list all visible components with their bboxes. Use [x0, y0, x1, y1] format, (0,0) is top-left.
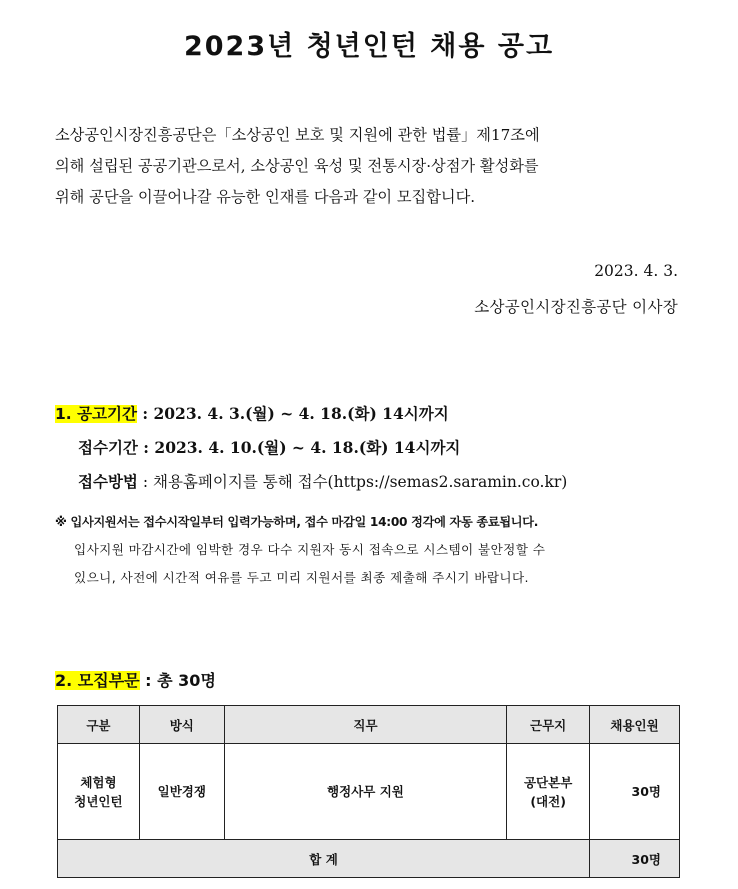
- table-header-row: [58, 706, 680, 744]
- announcement-period-value: : 2023. 4. 3.(월) ~ 4. 18.(화) 14시까지: [136, 404, 449, 423]
- category-line: 청년인턴: [74, 793, 123, 809]
- note-line: 있으니, 사전에 시간적 여유를 두고 미리 지원서를 최종 제출해 주시기 바랍니다.: [74, 570, 529, 585]
- recruitment-table: [57, 705, 680, 878]
- section2-heading: 2. 모집부문: [55, 671, 140, 690]
- page-title: 2023년 청년인턴 채용 공고: [183, 31, 555, 62]
- application-method-value: : 채용홈페이지를 통해 접수(https://semas2.saramin.co.kr): [137, 473, 568, 491]
- signatory: 소상공인시장진흥공단 이사장: [474, 298, 678, 316]
- category-line: 체험형: [80, 774, 117, 790]
- table-header: 채용인원: [590, 706, 680, 744]
- table-header: 직무: [224, 706, 506, 744]
- intro-line: 소상공인시장진흥공단은「소상공인 보호 및 지원에 관한 법률」제17조에: [55, 126, 540, 144]
- recruitment-section-heading: [55, 668, 216, 691]
- application-method-line: [78, 470, 567, 492]
- count-cell: 30명: [590, 744, 680, 840]
- table-header: 근무지: [507, 706, 590, 744]
- section2-total: : 총 30명: [139, 671, 216, 690]
- location-line: (대전): [530, 793, 566, 809]
- total-count-cell: 30명: [590, 840, 680, 878]
- note-line: ※ 입사지원서는 접수시작일부터 입력가능하며, 접수 마감일 14:00 정각에 자동 종료됩니다.: [55, 515, 539, 529]
- table-row: [58, 744, 680, 840]
- intro-paragraph: [55, 120, 695, 213]
- intro-line: 의해 설립된 공공기관으로서, 소상공인 육성 및 전통시장·상점가 활성화를: [55, 157, 539, 175]
- application-method-label: 접수방법: [78, 472, 138, 491]
- announcement-period-line: [55, 402, 449, 424]
- job-cell: 행정사무 지원: [224, 744, 506, 840]
- intro-line: 위해 공단을 이끌어나갈 유능한 인재를 다음과 같이 모집합니다.: [55, 188, 476, 206]
- total-label-cell: 합 계: [58, 840, 590, 878]
- application-note: [55, 513, 695, 586]
- announcement-date: 2023. 4. 3.: [594, 262, 678, 280]
- note-line: 입사지원 마감시간에 임박한 경우 다수 지원자 동시 접속으로 시스템이 불안정할 수: [74, 542, 546, 557]
- section1-heading: 1. 공고기간: [55, 405, 137, 423]
- table-header: 방식: [139, 706, 224, 744]
- table-total-row: [58, 840, 680, 878]
- application-period-line: [78, 436, 460, 458]
- application-period-value: : 2023. 4. 10.(월) ~ 4. 18.(화) 14시까지: [137, 438, 461, 457]
- location-cell: [507, 744, 590, 840]
- table-header: 구분: [58, 706, 140, 744]
- application-period-label: 접수기간: [78, 438, 138, 457]
- location-line: 공단본부: [523, 774, 573, 790]
- category-cell: [58, 744, 140, 840]
- method-cell: 일반경쟁: [139, 744, 224, 840]
